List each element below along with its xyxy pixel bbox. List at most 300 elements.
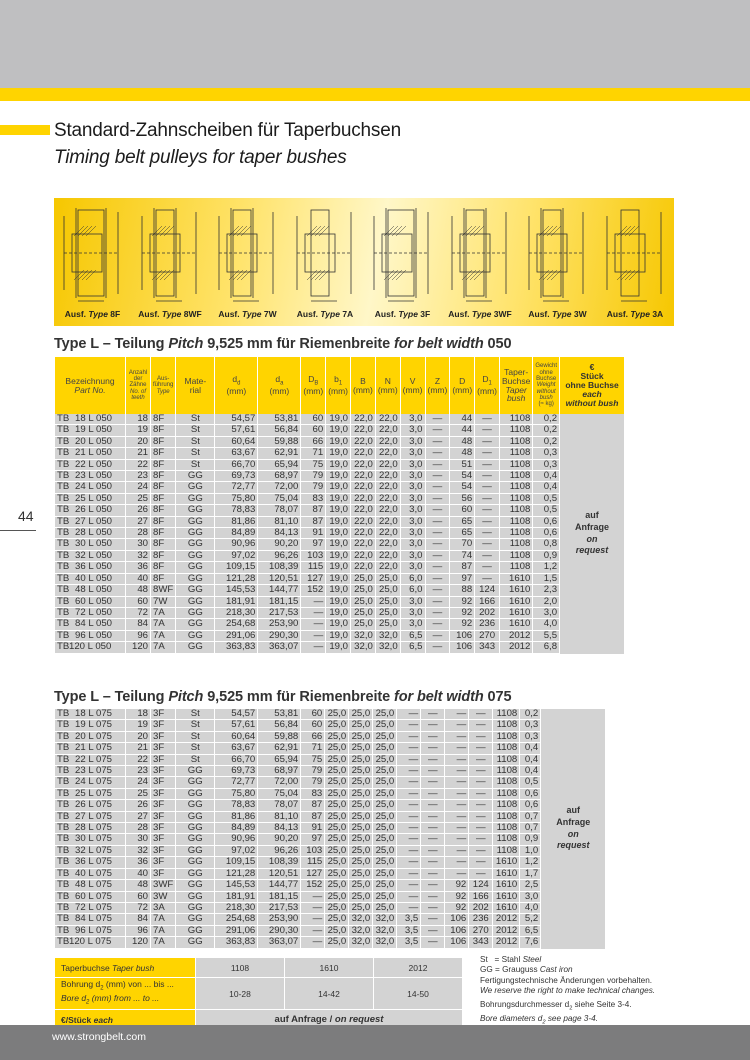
cell: 54,57 [215, 414, 257, 425]
cell: 25,0 [325, 937, 348, 948]
cell: GG [176, 937, 214, 948]
cell: 19 [126, 425, 150, 436]
cell: 25,0 [325, 857, 348, 868]
cell: 81,10 [258, 812, 300, 823]
part-prefix: TB [57, 470, 70, 482]
part-code: 27 L 050 [75, 515, 112, 527]
cell: 363,83 [215, 937, 257, 948]
caption-type: 3W [571, 309, 587, 319]
cell: 72,77 [215, 777, 257, 788]
cell: 109,15 [215, 562, 257, 573]
cell: — [421, 789, 444, 800]
cell: 106 [445, 926, 468, 937]
col-teeth: Anzahl der Zähne No. of teeth [126, 357, 150, 414]
cell: 103 [301, 551, 325, 562]
cell: 25,0 [349, 777, 372, 788]
cell: 54,57 [215, 709, 257, 720]
header-row [55, 357, 624, 414]
cell: 25,0 [351, 597, 375, 608]
cell: 1610 [500, 608, 532, 619]
cell: 25,0 [373, 892, 396, 903]
bush-row-bore [55, 978, 462, 1009]
table-row [55, 585, 624, 596]
part-code: 26 L 075 [75, 799, 112, 811]
cell: 25,0 [349, 834, 372, 845]
cell: 1108 [500, 539, 532, 550]
bush-label [55, 958, 195, 977]
cell: 270 [475, 631, 499, 642]
cell: — [421, 709, 444, 720]
cell: 32 [126, 846, 150, 857]
cell: 0,5 [520, 777, 540, 788]
part-prefix: TB [57, 584, 70, 596]
cell: — [445, 766, 468, 777]
cell: 25,0 [373, 777, 396, 788]
cell: 30 [126, 834, 150, 845]
cell: — [397, 720, 420, 731]
cell: 96,26 [258, 846, 300, 857]
cell: 60 [301, 425, 325, 436]
cell: — [475, 460, 499, 471]
cell: — [397, 755, 420, 766]
cell: GG [176, 880, 214, 891]
cell: 0,8 [533, 539, 559, 550]
cell: St [176, 709, 214, 720]
note-de: St = Stahl [480, 955, 523, 964]
cell: 60 [450, 505, 474, 516]
cell: 84,13 [258, 528, 300, 539]
cell: 25,0 [349, 869, 372, 880]
cell: 25,0 [349, 857, 372, 868]
cell: GG [176, 619, 214, 630]
cell: 1108 [493, 766, 519, 777]
cell: — [397, 743, 420, 754]
cell: — [475, 551, 499, 562]
part-code: 60 L 050 [75, 595, 112, 607]
cell: 24 [126, 777, 150, 788]
cell: 291,06 [215, 926, 257, 937]
cell: 343 [469, 937, 492, 948]
cell: 343 [475, 642, 499, 653]
cell: 19,0 [326, 517, 350, 528]
cell: 65,94 [258, 755, 300, 766]
cell: 2012 [493, 937, 519, 948]
note-steel [480, 955, 655, 965]
part-prefix: TB [57, 901, 70, 913]
part-prefix: TB [57, 435, 70, 447]
part-code: 21 L 050 [75, 447, 112, 459]
cell: 1108 [500, 528, 532, 539]
cell: 84 [126, 619, 150, 630]
cell: — [426, 414, 450, 425]
label-de: (mm) von ... bis ... [103, 979, 174, 989]
cell: 3,0 [401, 619, 425, 630]
table-row [55, 880, 605, 891]
cell: 1610 [500, 597, 532, 608]
cell: 22,0 [376, 482, 400, 493]
cell: GG [176, 471, 214, 482]
cell: — [421, 823, 444, 834]
diagram-caption [519, 309, 596, 319]
col-db: $D_B$ (mm) [301, 357, 325, 414]
cell: 25,0 [373, 880, 396, 891]
part-prefix: TB [57, 799, 70, 811]
cell: 32,0 [351, 642, 375, 653]
cell: — [301, 926, 324, 937]
cell: 92 [445, 903, 468, 914]
part-prefix: TB [57, 776, 70, 788]
cell: 90,96 [215, 539, 257, 550]
cell: — [475, 425, 499, 436]
part-code: 48 L 075 [75, 879, 112, 891]
title-part: 9,525 mm für Riemenbreite [203, 336, 394, 352]
part-prefix: TB [57, 549, 70, 561]
cell: 32 [126, 551, 150, 562]
col-da: $d_a$ (mm) [258, 357, 300, 414]
part-code: 28 L 075 [75, 822, 112, 834]
cell: — [426, 517, 450, 528]
cell: 25,0 [349, 743, 372, 754]
cell: St [176, 755, 214, 766]
part-prefix: TB [57, 447, 70, 459]
cell: 66 [301, 437, 325, 448]
cell: 3F [151, 869, 175, 880]
cell: — [426, 460, 450, 471]
cell: GG [176, 494, 214, 505]
caption-type-word: Type [320, 309, 340, 319]
cell: 88 [450, 585, 474, 596]
cell: 92 [450, 597, 474, 608]
cell: 22,0 [376, 517, 400, 528]
note-text: siehe Seite 3-4. [572, 999, 632, 1009]
cell: GG [176, 789, 214, 800]
cell: 4,0 [533, 619, 559, 630]
cell: — [445, 709, 468, 720]
caption-type-word: Type [161, 309, 182, 319]
cell: 23 [126, 766, 150, 777]
part-prefix: TB [57, 879, 70, 891]
caption-prefix: Ausf. [448, 309, 472, 319]
pulley-cross-section-icon [368, 204, 436, 306]
cell: — [301, 642, 325, 653]
part-code: 23 L 050 [75, 470, 112, 482]
cell: — [475, 414, 499, 425]
cell: — [397, 846, 420, 857]
cell: 1108 [500, 517, 532, 528]
cell: 63,67 [215, 743, 257, 754]
cell: 22,0 [351, 448, 375, 459]
cell: 75,80 [215, 789, 257, 800]
cell: 22,0 [376, 448, 400, 459]
part-prefix: TB [57, 890, 70, 902]
cell: 84 [126, 914, 150, 925]
cell: 19,0 [326, 539, 350, 550]
cell: — [421, 846, 444, 857]
cell: — [469, 800, 492, 811]
cell: — [397, 869, 420, 880]
part-code: 23 L 075 [75, 765, 112, 777]
cell: 3,0 [401, 551, 425, 562]
cell: 25,0 [373, 766, 396, 777]
cell: — [475, 437, 499, 448]
pulley-diagram-7a [287, 198, 364, 326]
cell: 25,0 [325, 732, 348, 743]
cell: 3,0 [401, 425, 425, 436]
cell: — [469, 709, 492, 720]
cell: 2,5 [520, 880, 540, 891]
cell: 0,9 [520, 834, 540, 845]
cell: 60,64 [215, 732, 257, 743]
cell: 18 [126, 709, 150, 720]
cell: 3,0 [401, 517, 425, 528]
diagram-caption [442, 309, 519, 319]
cell: — [475, 517, 499, 528]
pulley-diagram-3w [519, 198, 596, 326]
cell: — [301, 631, 325, 642]
cell: 78,83 [215, 505, 257, 516]
cell: 72,77 [215, 482, 257, 493]
cell: 79 [301, 766, 324, 777]
cell: — [397, 732, 420, 743]
cell: 8F [151, 517, 175, 528]
cell: 0,3 [520, 732, 540, 743]
page-number: 44 [18, 508, 34, 524]
cell: 19,0 [326, 414, 350, 425]
table-row [55, 857, 605, 868]
cell: 0,5 [533, 505, 559, 516]
cell: 68,97 [258, 471, 300, 482]
cell: — [426, 574, 450, 585]
part-prefix: TB [57, 936, 70, 948]
title-part: Pitch [168, 336, 204, 352]
pulley-diagram-8f [54, 198, 131, 326]
cell: 2012 [493, 914, 519, 925]
cell: 75 [301, 755, 324, 766]
cell: 145,53 [215, 585, 257, 596]
value-de: auf Anfrage / [274, 1014, 335, 1026]
cell: 97 [301, 539, 325, 550]
cell: 7A [151, 608, 175, 619]
cell: 152 [301, 880, 324, 891]
part-code: 24 L 075 [75, 776, 112, 788]
label-en: each [93, 1014, 113, 1025]
cell: 6,5 [520, 926, 540, 937]
table-row [55, 642, 624, 653]
cell: 1108 [493, 812, 519, 823]
cell: 90,20 [258, 834, 300, 845]
cell: — [475, 471, 499, 482]
part-code: 84 L 075 [75, 913, 112, 925]
part-prefix: TB [57, 618, 70, 630]
title-part: Type L – Teilung [54, 336, 169, 352]
cell: 8F [151, 494, 175, 505]
cell: — [445, 823, 468, 834]
label-de: Bohrung d [61, 979, 101, 989]
cell: 20 [126, 437, 150, 448]
cell: 81,86 [215, 812, 257, 823]
footnotes [480, 955, 655, 1028]
cell: 22,0 [376, 471, 400, 482]
cell: 152 [301, 585, 325, 596]
diagram-caption [54, 309, 131, 319]
part-code: 22 L 050 [75, 458, 112, 470]
cell: 1108 [500, 482, 532, 493]
spec-table-075 [54, 709, 606, 949]
diagram-caption [287, 309, 364, 319]
title-part: Type L – Teilung [54, 689, 169, 705]
cell: 21 [126, 743, 150, 754]
price-on-request [560, 414, 624, 654]
cell: 124 [475, 585, 499, 596]
cell: 25,0 [373, 755, 396, 766]
cell: — [445, 857, 468, 868]
title-part: for belt width [394, 689, 484, 705]
part-code: 30 L 050 [75, 538, 112, 550]
cell: 0,6 [520, 789, 540, 800]
part-code: 96 L 075 [75, 924, 112, 936]
cell: — [469, 777, 492, 788]
cell: — [469, 720, 492, 731]
request-en: request [575, 545, 609, 556]
pulley-diagram-8wf [132, 198, 209, 326]
cell: — [421, 720, 444, 731]
cell: — [469, 755, 492, 766]
bore-value: 14-42 [285, 978, 373, 1009]
cell: 3F [151, 789, 175, 800]
col-type: Aus- führung Type [151, 357, 175, 414]
cell: 78,07 [258, 505, 300, 516]
cell: — [421, 880, 444, 891]
cell: 22 [126, 755, 150, 766]
cell: 66 [301, 732, 324, 743]
cell: 22,0 [351, 482, 375, 493]
cell: — [469, 869, 492, 880]
cell: 115 [301, 857, 324, 868]
cell: 3WF [153, 879, 174, 891]
part-code: 72 L 050 [75, 606, 112, 618]
col-b1: $b_1$ (mm) [326, 357, 350, 414]
cell: 0,6 [533, 517, 559, 528]
cell: — [421, 926, 444, 937]
accent-band [0, 88, 750, 101]
part-code: 120 L 050 [69, 641, 112, 653]
cell: 108,39 [258, 857, 300, 868]
cell: 79 [301, 482, 325, 493]
cell: 87 [301, 800, 324, 811]
cell: 72,00 [258, 482, 300, 493]
cell: 8F [151, 528, 175, 539]
note-changes-de: Fertigungstechnische Änderungen vorbehalten. [480, 975, 653, 985]
part-code: 24 L 050 [75, 481, 112, 493]
header-band [0, 0, 750, 88]
part-code: 120 L 075 [69, 936, 112, 948]
cell: 22,0 [351, 425, 375, 436]
cell: 69,73 [215, 766, 257, 777]
cell: 25,0 [325, 812, 348, 823]
cell: 25,0 [349, 812, 372, 823]
cell: 0,4 [533, 482, 559, 493]
cell: 22,0 [376, 437, 400, 448]
cell: 22,0 [376, 551, 400, 562]
cell: 3,0 [401, 437, 425, 448]
cell: 236 [469, 914, 492, 925]
cell: 19,0 [326, 574, 350, 585]
cell: 25,0 [373, 823, 396, 834]
cell: 8F [151, 562, 175, 573]
cell: 19,0 [326, 597, 350, 608]
cell: 59,88 [258, 437, 300, 448]
cell: GG [176, 869, 214, 880]
cell: — [301, 608, 325, 619]
cell: 0,3 [533, 460, 559, 471]
col-dd: $d_d$ (mm) [215, 357, 257, 414]
title-part: 9,525 mm für Riemenbreite [203, 689, 394, 705]
cell: 202 [469, 903, 492, 914]
cell: 25,0 [351, 608, 375, 619]
cell: 22,0 [351, 551, 375, 562]
part-prefix: TB [57, 424, 70, 436]
cell: 75 [301, 460, 325, 471]
cell: 66,70 [215, 460, 257, 471]
part-code: 19 L 050 [75, 424, 112, 436]
cell: 121,28 [215, 574, 257, 585]
cell: 53,81 [258, 414, 300, 425]
part-prefix: TB [57, 730, 70, 742]
cell: St [176, 732, 214, 743]
table-row [55, 937, 605, 948]
part-prefix: TB [57, 481, 70, 493]
cell: — [397, 766, 420, 777]
cell: — [475, 574, 499, 585]
cell: 103 [301, 846, 324, 857]
cell: — [421, 869, 444, 880]
cell: 1108 [493, 743, 519, 754]
cell: 22,0 [351, 562, 375, 573]
cell: — [469, 766, 492, 777]
cell: — [445, 846, 468, 857]
cell: GG [176, 892, 214, 903]
request-de: Anfrage [575, 522, 610, 533]
cell: 25,0 [349, 766, 372, 777]
cell: 32,0 [349, 937, 372, 948]
cell: 363,07 [258, 937, 300, 948]
part-prefix: TB [57, 753, 70, 765]
label-en: Taper bush [112, 962, 155, 973]
cell: 202 [475, 608, 499, 619]
cell: 72 [126, 608, 150, 619]
cell: 25,0 [325, 755, 348, 766]
website-link[interactable]: www.strongbelt.com [52, 1031, 146, 1043]
cell: 120 [126, 937, 150, 948]
pulley-cross-section-icon [523, 204, 591, 306]
caption-type: 8WF [181, 309, 202, 319]
cell: 0,3 [533, 448, 559, 459]
subscript: 2 [86, 999, 90, 1006]
cell: 1610 [493, 892, 519, 903]
note-changes-en: We reserve the right to make technical changes. [480, 986, 656, 996]
cell: — [426, 494, 450, 505]
cell: 22 [126, 460, 150, 471]
caption-type: 3F [417, 309, 431, 319]
cell: 32,0 [349, 914, 372, 925]
part-prefix: TB [57, 787, 70, 799]
cell: — [397, 857, 420, 868]
cell: 25,0 [373, 709, 396, 720]
cell: 181,91 [215, 892, 257, 903]
cell: — [469, 823, 492, 834]
pulley-diagram-7w [209, 198, 286, 326]
part-prefix: TB [57, 924, 70, 936]
